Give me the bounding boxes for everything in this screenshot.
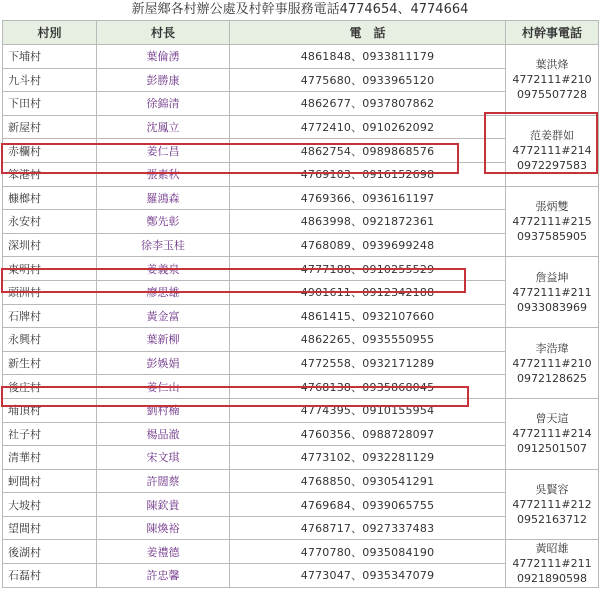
table-row: [3, 328, 599, 352]
phone-cell: 4901611、0912342188: [230, 280, 506, 304]
village-cell: 赤欄村: [3, 139, 97, 163]
village-cell: 後湖村: [3, 540, 97, 564]
phone-cell: 4768850、0930541291: [230, 469, 506, 493]
cadre-phone-cell: 范姜群如 4772111#214 0972297583: [506, 115, 599, 186]
chief-cell: 姜仁昌: [97, 139, 230, 163]
phone-cell: 4862754、0989868576: [230, 139, 506, 163]
chief-cell: 徐錦清: [97, 92, 230, 116]
phone-cell: 4770780、0935084190: [230, 540, 506, 564]
phone-cell: 4772558、0932171289: [230, 351, 506, 375]
phone-cell: 4775680、0933965120: [230, 68, 506, 92]
phone-cell: 4760356、0988728097: [230, 422, 506, 446]
village-cell: 槺榔村: [3, 186, 97, 210]
header-chief: 村長: [97, 21, 230, 45]
phone-cell: 4769366、0936161197: [230, 186, 506, 210]
cadre-phone-cell: 黃昭雄 4772111#211 0921890598: [506, 540, 599, 587]
header-cadre-phone: 村幹事電話: [506, 21, 599, 45]
cadre-phone-cell: 葉洪烽 4772111#210 0975507728: [506, 45, 599, 116]
cadre-phone-cell: 曾天這 4772111#214 0912501507: [506, 398, 599, 469]
header-village: 村別: [3, 21, 97, 45]
phone-cell: 4861848、0933811179: [230, 45, 506, 69]
table-row: [3, 469, 599, 493]
phone-cell: 4768089、0939699248: [230, 233, 506, 257]
table-row: [3, 540, 599, 564]
village-cell: 下田村: [3, 92, 97, 116]
chief-cell: 廖思雄: [97, 280, 230, 304]
phone-cell: 4769684、0939065755: [230, 493, 506, 517]
cadre-phone-cell: 張炳雙 4772111#215 0937585905: [506, 186, 599, 257]
chief-cell: 宋文琪: [97, 446, 230, 470]
village-cell: 社子村: [3, 422, 97, 446]
village-cell: 大坡村: [3, 493, 97, 517]
village-cell: 東明村: [3, 257, 97, 281]
table-row: [3, 257, 599, 281]
cadre-phone-cell: 李浩瑋 4772111#210 0972128625: [506, 328, 599, 399]
chief-cell: 彭勝康: [97, 68, 230, 92]
chief-cell: 羅鴻森: [97, 186, 230, 210]
village-cell: 下埔村: [3, 45, 97, 69]
village-cell: 頭洲村: [3, 280, 97, 304]
village-cell: 埔頂村: [3, 398, 97, 422]
phone-cell: 4862265、0935550955: [230, 328, 506, 352]
table-row: [3, 45, 599, 69]
chief-cell: 姜義泉: [97, 257, 230, 281]
chief-cell: 葉新柳: [97, 328, 230, 352]
page-title: 新屋鄉各村辦公處及村幹事服務電話4774654、4774664: [131, 2, 469, 17]
chief-cell: 楊品澈: [97, 422, 230, 446]
phone-cell: 4774395、0910155954: [230, 398, 506, 422]
chief-cell: 張素秋: [97, 162, 230, 186]
table-row: [3, 398, 599, 422]
chief-cell: 姜仁山: [97, 375, 230, 399]
chief-cell: 彭娛娟: [97, 351, 230, 375]
chief-cell: 鄭先彰: [97, 210, 230, 234]
village-cell: 望間村: [3, 516, 97, 540]
village-cell: 永興村: [3, 328, 97, 352]
table-row: [3, 115, 599, 139]
village-cell: 蚵間村: [3, 469, 97, 493]
chief-cell: 許闊蔡: [97, 469, 230, 493]
chief-cell: 葉倫湧: [97, 45, 230, 69]
phone-cell: 4777188、0910255529: [230, 257, 506, 281]
phone-cell: 4861415、0932107660: [230, 304, 506, 328]
village-cell: 永安村: [3, 210, 97, 234]
phone-cell: 4773047、0935347079: [230, 564, 506, 588]
phone-cell: 4863998、0921872361: [230, 210, 506, 234]
village-cell: 深圳村: [3, 233, 97, 257]
chief-cell: 黃金富: [97, 304, 230, 328]
village-cell: 清華村: [3, 446, 97, 470]
chief-cell: 劉村楠: [97, 398, 230, 422]
village-cell: 石磊村: [3, 564, 97, 588]
phone-cell: 4862677、0937807862: [230, 92, 506, 116]
cadre-phone-cell: 吳賢容 4772111#212 0952163712: [506, 469, 599, 540]
village-cell: 笨港村: [3, 162, 97, 186]
phone-cell: 4773102、0932281129: [230, 446, 506, 470]
cadre-phone-cell: 詹益坤 4772111#211 0933083969: [506, 257, 599, 328]
chief-cell: 陳煥裕: [97, 516, 230, 540]
table-body: [3, 45, 599, 588]
chief-cell: 沈鳳立: [97, 115, 230, 139]
phone-cell: 4772410、0910262092: [230, 115, 506, 139]
chief-cell: 陳欽貴: [97, 493, 230, 517]
phone-cell: 4769103、0916152698: [230, 162, 506, 186]
header-phone: 電 話: [230, 21, 506, 45]
chief-cell: 姜禮德: [97, 540, 230, 564]
village-cell: 九斗村: [3, 68, 97, 92]
chief-cell: 許忠馨: [97, 564, 230, 588]
phone-directory-table: [2, 20, 599, 588]
phone-cell: 4768138、0935868045: [230, 375, 506, 399]
village-cell: 後庄村: [3, 375, 97, 399]
table-row: [3, 186, 599, 210]
chief-cell: 徐李玉桂: [97, 233, 230, 257]
phone-cell: 4768717、0927337483: [230, 516, 506, 540]
village-cell: 石牌村: [3, 304, 97, 328]
village-cell: 新生村: [3, 351, 97, 375]
village-cell: 新屋村: [3, 115, 97, 139]
table-header-row: [3, 21, 599, 45]
